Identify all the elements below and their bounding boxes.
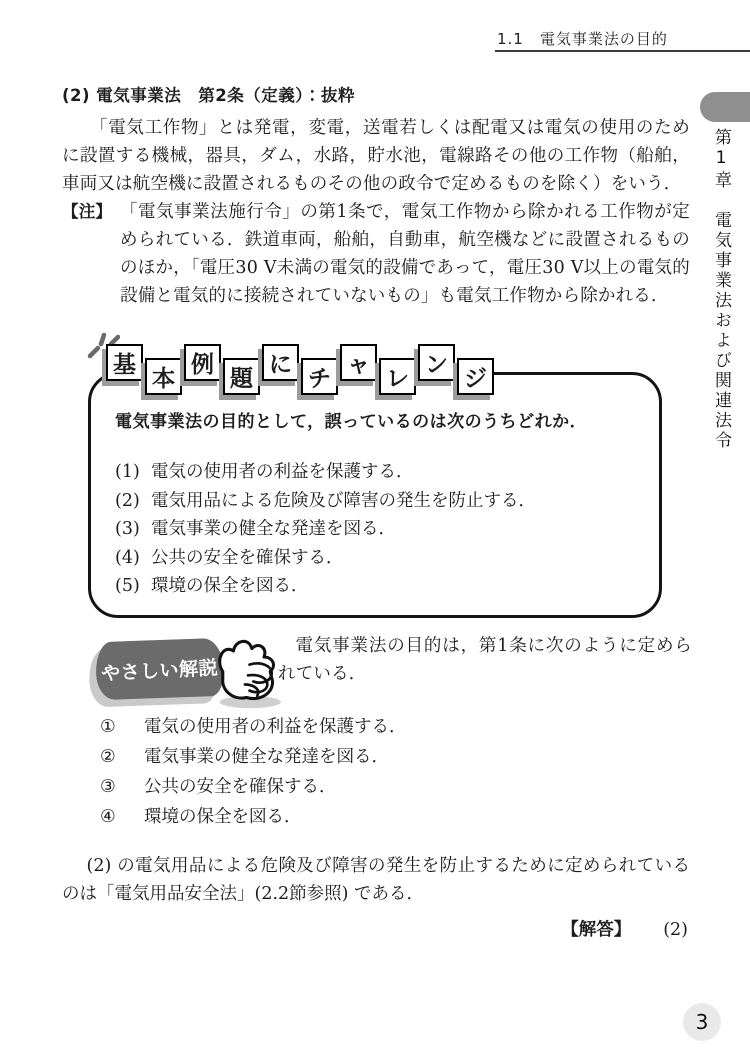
title-tile: ャ: [340, 344, 377, 381]
option-number: (4): [115, 547, 140, 568]
title-tile: ン: [418, 344, 455, 381]
circled-number: ④: [100, 807, 116, 827]
title-tile: 題: [223, 358, 260, 395]
list-item-text: 公共の安全を確保する．: [144, 777, 337, 797]
option-text: 電気事業の健全な発達を図る．: [151, 519, 396, 539]
list-item: [100, 772, 407, 802]
circled-number: ③: [100, 777, 116, 797]
explanation-lead: 電気事業法の目的は，第1条に次のように定められている．: [278, 636, 692, 684]
chapter-tab: [700, 92, 750, 122]
option-text: 電気の使用者の利益を保護する．: [151, 462, 414, 482]
body-text: [62, 114, 690, 310]
challenge-title: [106, 344, 496, 392]
title-tile: 基: [106, 344, 143, 381]
list-item: [100, 802, 407, 832]
definition-paragraph: 「電気工作物」とは発電，変電，送電若しくは配電又は電気の使用のために設置する機械，器具，ダム，水路，貯水池，電線路その他の工作物（船舶，車両又は航空機に設置されるものその他の政令で定めるものを除く）をいう．: [62, 118, 690, 194]
page-number: 3: [683, 1003, 721, 1041]
list-item: [100, 712, 407, 742]
purpose-list: [100, 712, 407, 832]
option-row: [115, 458, 633, 487]
chapter-vertical-label: 第1章 電気事業法および関連法令: [711, 128, 731, 451]
option-number: (1): [115, 462, 140, 482]
option-number: (2): [115, 490, 140, 511]
title-tile: チ: [301, 358, 338, 395]
list-item: [100, 742, 407, 772]
option-text: 公共の安全を確保する．: [151, 547, 344, 568]
list-item-text: 電気の使用者の利益を保護する．: [144, 717, 407, 737]
option-number: (3): [115, 519, 140, 539]
pointing-hand-icon: [206, 628, 290, 712]
badge-label: やさしい解説: [101, 656, 220, 685]
option-text: 電気用品による危険及び障害の発生を防止する．: [151, 490, 536, 511]
note-text: 「電気事業法施行令」の第1条で，電気工作物から除かれる工作物が定められている．鉄道車両，船舶，自動車，航空機などに設置されるもののほか，「電圧30 V未満の電気的設備であって，電圧30 V以上の電気的設備と電気的に接続されていないもの」も電気工作物から除かれる．: [120, 202, 690, 306]
running-head-rule: [495, 50, 750, 52]
list-item-text: 電気事業の健全な発達を図る．: [144, 747, 389, 767]
option-row: [115, 487, 633, 516]
question-text: 電気事業法の目的として，誤っているのは次のうちどれか．: [115, 412, 588, 432]
title-tile: ジ: [457, 358, 494, 395]
circled-number: ②: [100, 747, 116, 767]
title-tile: 本: [145, 358, 182, 395]
answer-line: [561, 916, 688, 941]
circled-number: ①: [100, 717, 116, 737]
option-text: 環境の保全を図る．: [151, 576, 309, 596]
list-item-text: 環境の保全を図る．: [144, 807, 302, 827]
option-row: [115, 515, 633, 544]
closing-paragraph: (2) の電気用品による危険及び障害の発生を防止するために定められているのは「電気用品安全法」(2.2節参照) である．: [62, 856, 690, 904]
note-marker: 【注】: [62, 202, 113, 221]
option-list: [115, 458, 633, 601]
note-paragraph: [62, 198, 690, 310]
answer-label: 【解答】: [561, 920, 632, 940]
option-row: [115, 572, 633, 601]
title-tile: 例: [184, 344, 221, 381]
title-tile: に: [262, 344, 299, 381]
option-row: [115, 544, 633, 573]
title-tile: レ: [379, 358, 416, 395]
section-heading: (2) 電気事業法 第2条（定義）：抜粋: [62, 86, 356, 105]
answer-value: (2): [663, 920, 688, 940]
running-head: 1.1 電気事業法の目的: [497, 30, 668, 48]
option-number: (5): [115, 576, 140, 596]
example-question-box: [88, 372, 662, 618]
